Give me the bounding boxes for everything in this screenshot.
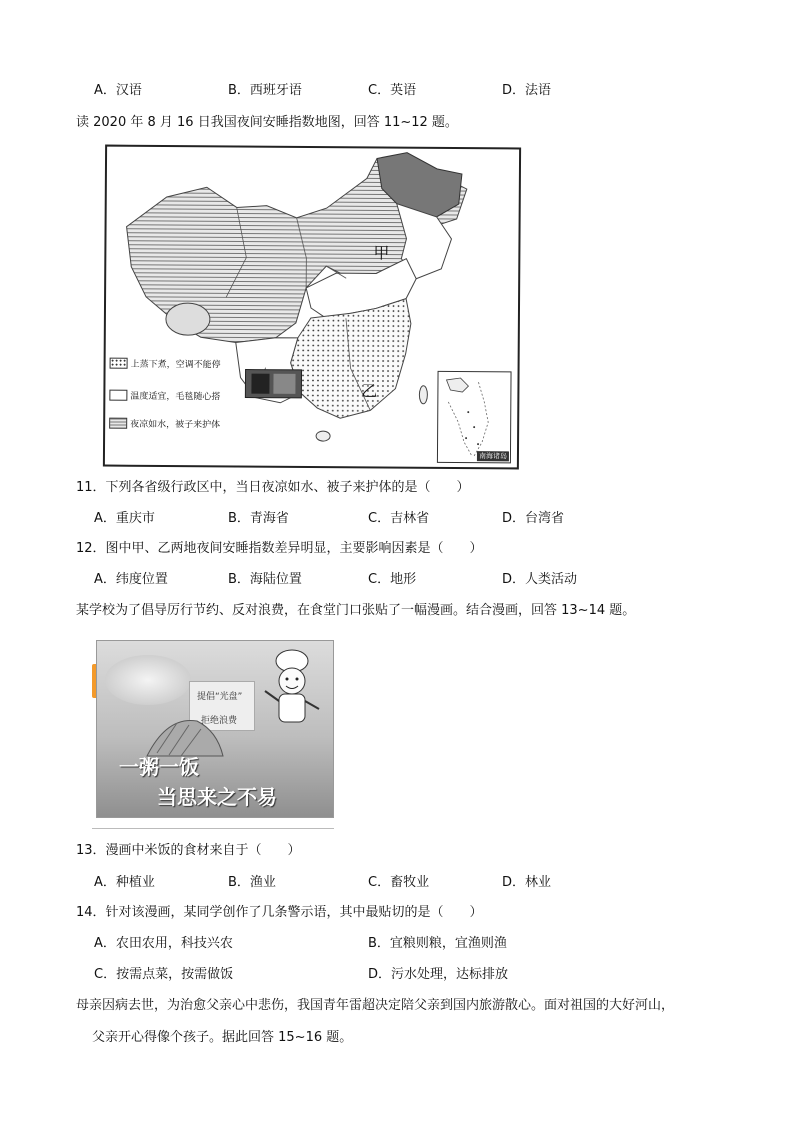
rice-bowl-illustration [105,655,191,705]
q14-option-a: A．农田农用，科技兴农 [94,936,233,951]
q11-option-c: C．吉林省 [368,511,430,526]
inset-graphic [438,372,511,463]
legend-item-mild [109,389,220,403]
legend-label-hot: 上蒸下煮，空调不能停 [130,359,221,371]
q10-option-b: B．西班牙语 [228,83,302,98]
q11-option-a: A．重庆市 [94,511,155,526]
q10-option-d: D．法语 [502,83,552,98]
map-intro: 读 2020 年 8 月 16 日我国夜间安睡指数地图，回答 11~12 题。 [76,115,458,130]
legend-swatch-hatch [109,418,127,429]
cartoon-intro: 某学校为了倡导厉行节约、反对浪费，在食堂门口张贴了一幅漫画。结合漫画，回答 13~14 题。 [76,603,636,618]
q14-option-c: C．按需点菜，按需做饭 [94,967,234,982]
q12-option-b: B．海陆位置 [228,572,302,587]
q10-option-a: A．汉语 [94,83,142,98]
q12-stem: 12．图中甲、乙两地夜间安睡指数差异明显，主要影响因素是（ ） [76,541,483,556]
south-china-sea-inset [437,371,512,464]
q11-stem: 11．下列各省级行政区中，当日夜凉如水、被子来护体的是（ ） [76,480,470,495]
q12-option-a: A．纬度位置 [94,572,168,587]
q13-stem: 13．漫画中米饭的食材来自于（ ） [76,843,301,858]
cartoon-slogan-2: 当思来之不易 [157,785,277,809]
q11-option-b: B．青海省 [228,511,289,526]
q13-option-c: C．畜牧业 [368,875,430,890]
inset-label: 南海诸岛 [477,451,509,461]
q14-option-d: D．污水处理，达标排放 [368,967,509,982]
cartoon-image [96,640,334,818]
cartoon-slogan-1: 一粥一饭 [119,755,199,779]
cartoon-small-text-2: 拒绝浪费 [201,716,238,726]
label-yi: 乙 [361,381,378,401]
legend-item-hot [110,357,221,371]
china-sleep-index-map [103,145,521,470]
legend-item-cool [109,417,220,431]
q14-option-b: B．宜粮则粮，宜渔则渔 [368,936,507,951]
q13-option-b: B．渔业 [228,875,276,890]
chef-icon [257,647,327,727]
q14-stem: 14．针对该漫画，某同学创作了几条警示语，其中最贴切的是（ ） [76,905,483,920]
legend-swatch-blank [109,390,127,401]
q10-option-c: C．英语 [368,83,417,98]
cartoon-small-text-1: 提倡“光盘” [197,692,243,702]
legend-swatch-dots [110,358,128,369]
q13-option-d: D．林业 [502,875,552,890]
legend-label-cool: 夜凉如水，被子来护体 [130,419,221,431]
legend-label-mild: 温度适宜，毛毯随心搭 [130,391,221,403]
q11-option-d: D．台湾省 [502,511,565,526]
label-jia: 甲 [373,243,390,263]
cartoon-underline [92,828,334,829]
q12-option-c: C．地形 [368,572,417,587]
passage-line-1: 母亲因病去世，为治愈父亲心中悲伤，我国青年雷超决定陪父亲到国内旅游散心。面对祖国的大好河山， [76,998,675,1013]
q13-option-a: A．种植业 [94,875,155,890]
passage-line-2: 父亲开心得像个孩子。据此回答 15~16 题。 [92,1030,353,1045]
q12-option-d: D．人类活动 [502,572,578,587]
